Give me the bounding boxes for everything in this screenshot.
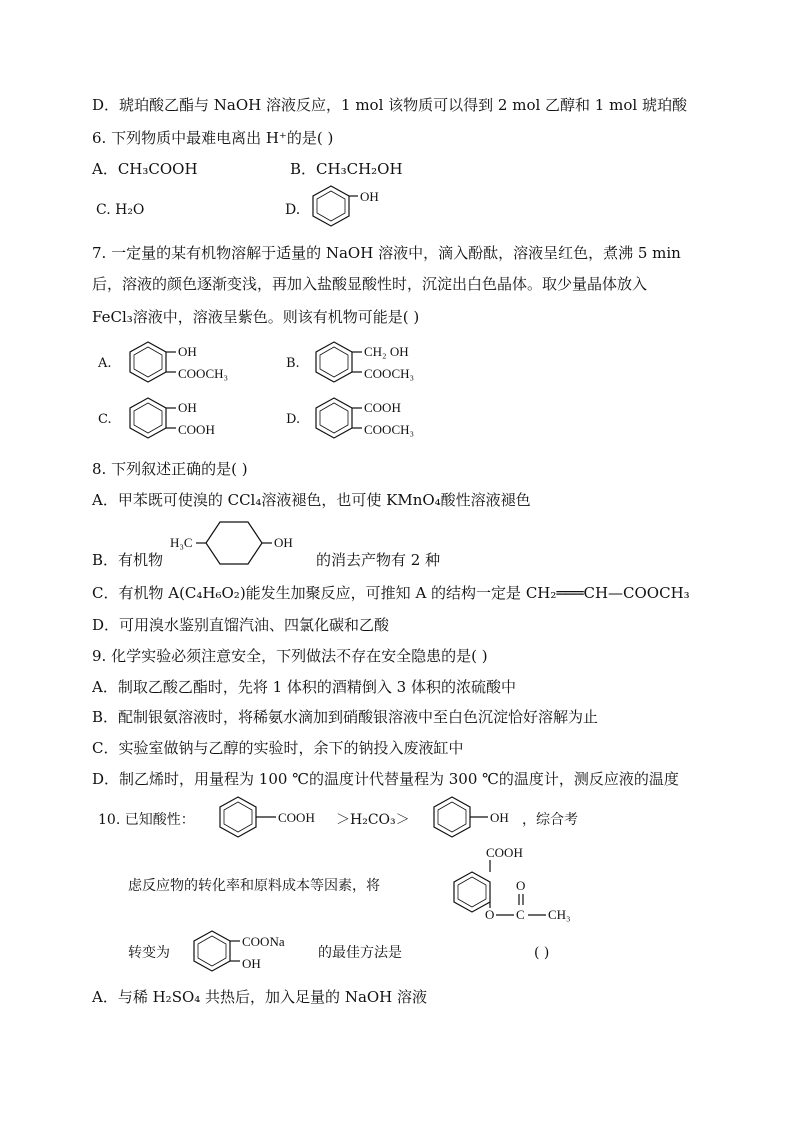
q9-option-d: D．制乙烯时，用量程为 100 ℃的温度计代替量程为 300 ℃的温度计，测反应液的温度	[92, 770, 679, 788]
option-d-q5: D．琥珀酸乙酯与 NaOH 溶液反应，1 mol 该物质可以得到 2 mol 乙醇和 1 mol 琥珀酸	[92, 96, 687, 114]
benzoic-acid-structure	[210, 794, 334, 848]
q7d-cooh: COOH	[364, 400, 401, 415]
q10-option-a: A．与稀 H₂SO₄ 共热后，加入足量的 NaOH 溶液	[92, 988, 428, 1006]
question-8: 8. 下列叙述正确的是( )	[92, 460, 248, 478]
question-7-line3: FeCl₃溶液中，溶液呈紫色。则该有机物可能是( )	[92, 308, 420, 326]
q7-option-b-label: B.	[286, 356, 300, 371]
q8-option-d: D．可用溴水鉴别直馏汽油、四氯化碳和乙酸	[92, 616, 390, 634]
q9-option-b: B．配制银氨溶液时，将稀氨水滴加到硝酸银溶液中至白色沉淀恰好溶解为止	[92, 708, 599, 726]
h3c-label: H₃C	[170, 535, 193, 550]
q9-option-a: A．制取乙酸乙酯时，先将 1 体积的酒精倒入 3 体积的浓硫酸中	[92, 678, 516, 696]
q6-option-a: A．CH₃COOH	[92, 160, 198, 178]
phenol-oh-label: OH	[360, 189, 379, 204]
sodium-salicylate-structure	[184, 928, 314, 982]
q10-acidity-gt: ＞H₂CO₃＞	[336, 812, 410, 828]
aspirin-cooh: COOH	[486, 845, 523, 860]
salicylate-oh: OH	[242, 956, 261, 971]
question-10-prefix: 10. 已知酸性：	[98, 812, 195, 828]
question-7-line1: 7. 一定量的某有机物溶解于适量的 NaOH 溶液中，滴入酚酞，溶液呈红色，煮沸 5 min	[92, 244, 681, 262]
cyclohexanol-oh: OH	[274, 535, 293, 550]
q7-option-d-structure	[306, 394, 436, 450]
q7c-oh: OH	[178, 400, 197, 415]
benzoic-cooh: COOH	[278, 810, 315, 825]
q6-option-c: C. H₂O	[96, 202, 145, 218]
salicylate-coona: COONa	[242, 934, 285, 949]
q6-option-d-label: D.	[285, 202, 301, 218]
q7c-cooh: COOH	[178, 422, 215, 437]
q10-tail: ，综合考	[522, 812, 578, 828]
q7a-oh: OH	[178, 344, 197, 359]
question-10-line2: 虑反应物的转化率和原料成本等因素，将	[128, 878, 380, 894]
q7d-cooch3: COOCH₃	[364, 422, 415, 437]
aspirin-structure	[430, 838, 590, 942]
q7-option-a-structure	[120, 338, 250, 394]
question-7-line2: 后，溶液的颜色逐渐变浅，再加入盐酸显酸性时，沉淀出白色晶体。取少量晶体放入	[92, 275, 648, 293]
q8-option-b-prefix: B．有机物	[92, 551, 164, 569]
q8-option-c: C．有机物 A(C₄H₆O₂)能发生加聚反应，可推知 A 的结构一定是 CH₂═══CH—COOCH₃	[92, 584, 690, 602]
q8-option-a: A．甲苯既可使溴的 CCl₄溶液褪色，也可使 KMnO₄酸性溶液褪色	[92, 491, 531, 509]
phenol-q10-oh: OH	[490, 810, 509, 825]
q7b-ch2oh: CH₂ OH	[364, 344, 409, 359]
q9-option-c: C．实验室做钠与乙醇的实验时，余下的钠投入废液缸中	[92, 739, 464, 757]
q7-option-c-label: C.	[98, 412, 112, 427]
q7-option-c-structure	[120, 394, 250, 450]
q8-option-b-suffix: 的消去产物有 2 种	[316, 551, 441, 569]
aspirin-carbonyl-o: O	[516, 878, 526, 893]
q7-option-b-structure	[306, 338, 436, 394]
phenol-structure	[306, 182, 396, 232]
aspirin-ch3: CH₃	[548, 907, 571, 922]
question-6: 6. 下列物质中最难电离出 H⁺的是( )	[92, 129, 334, 147]
q7-option-a-label: A.	[98, 356, 112, 371]
question-10-answer-paren: ( )	[534, 945, 550, 961]
q7a-cooch3: COOCH₃	[178, 366, 229, 381]
question-10-line3a: 转变为	[128, 945, 170, 961]
q7b-cooch3: COOCH₃	[364, 366, 415, 381]
aspirin-ester-o: O	[485, 907, 495, 922]
q7-option-d-label: D.	[286, 412, 301, 427]
q6-option-b: B．CH₃CH₂OH	[290, 160, 403, 178]
methylcyclohexanol-structure	[168, 516, 318, 576]
aspirin-carbonyl-c: C	[516, 907, 525, 922]
question-9: 9. 化学实验必须注意安全，下列做法不存在安全隐患的是( )	[92, 647, 488, 665]
question-10-line3b: 的最佳方法是	[318, 945, 402, 961]
